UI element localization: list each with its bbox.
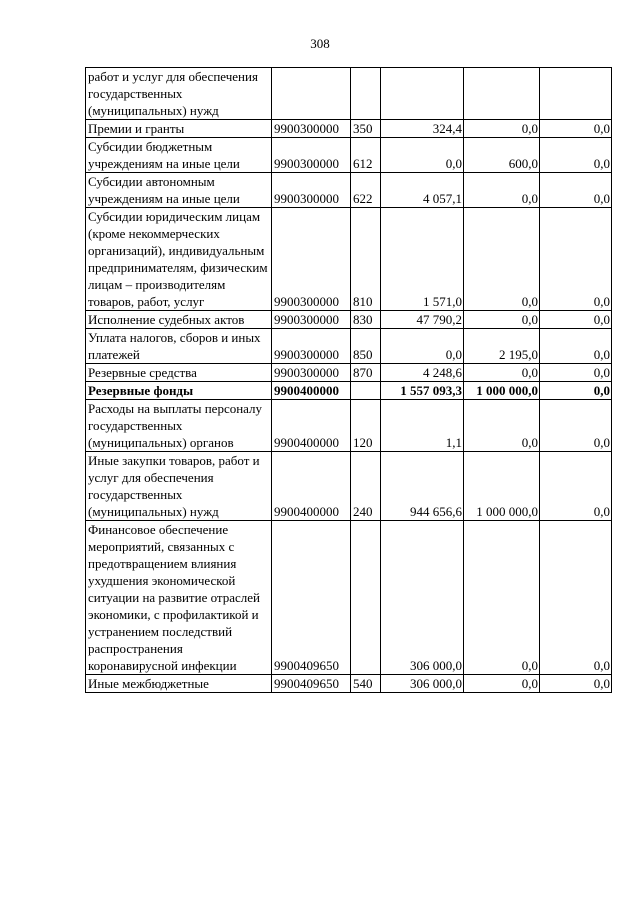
expense-type [351,521,381,675]
expense-type: 810 [351,208,381,311]
target-code: 9900400000 [272,400,351,452]
expense-type: 612 [351,138,381,173]
amount-1: 944 656,6 [381,452,464,521]
expense-type: 870 [351,364,381,382]
table-row [86,120,612,138]
amount-3: 0,0 [540,364,612,382]
amount-2: 0,0 [464,173,540,208]
target-code: 9900300000 [272,208,351,311]
table-row [86,311,612,329]
expense-type: 350 [351,120,381,138]
amount-2: 0,0 [464,311,540,329]
row-name: Субсидии автономным учреждениям на иные цели [86,173,272,208]
amount-2: 1 000 000,0 [464,452,540,521]
page-number: 308 [310,36,330,51]
target-code [272,68,351,120]
target-code: 9900300000 [272,173,351,208]
table-row [86,364,612,382]
amount-2: 0,0 [464,208,540,311]
expense-type [351,382,381,400]
amount-3: 0,0 [540,173,612,208]
table-row-section-total [86,382,612,400]
target-code: 9900300000 [272,138,351,173]
row-name: Резервные фонды [86,382,272,400]
table-row [86,68,612,120]
amount-1: 1 571,0 [381,208,464,311]
target-code: 9900400000 [272,452,351,521]
amount-2: 0,0 [464,120,540,138]
amount-3: 0,0 [540,329,612,364]
amount-2: 2 195,0 [464,329,540,364]
amount-3: 0,0 [540,208,612,311]
amount-3: 0,0 [540,138,612,173]
table-row [86,173,612,208]
table-row [86,208,612,311]
row-name: Иные закупки товаров, работ и услуг для обеспечения государственных (муниципальных) нужд [86,452,272,521]
expense-type [351,68,381,120]
target-code: 9900300000 [272,329,351,364]
expense-type: 120 [351,400,381,452]
amount-1: 1 557 093,3 [381,382,464,400]
expense-type: 830 [351,311,381,329]
amount-3 [540,68,612,120]
amount-3: 0,0 [540,521,612,675]
row-name: Премии и гранты [86,120,272,138]
target-code: 9900409650 [272,675,351,693]
amount-2 [464,68,540,120]
target-code: 9900300000 [272,120,351,138]
amount-2: 600,0 [464,138,540,173]
expense-type: 850 [351,329,381,364]
row-name: работ и услуг для обеспечения государственных (муниципальных) нужд [86,68,272,120]
amount-1: 306 000,0 [381,675,464,693]
row-name: Расходы на выплаты персоналу государственных (муниципальных) органов [86,400,272,452]
row-name: Исполнение судебных актов [86,311,272,329]
amount-2: 0,0 [464,675,540,693]
amount-3: 0,0 [540,400,612,452]
row-name: Резервные средства [86,364,272,382]
expense-type: 240 [351,452,381,521]
amount-1 [381,68,464,120]
expense-type: 622 [351,173,381,208]
table-row [86,329,612,364]
table-row [86,400,612,452]
amount-2: 0,0 [464,400,540,452]
amount-3: 0,0 [540,382,612,400]
table-row [86,138,612,173]
amount-2: 0,0 [464,521,540,675]
amount-1: 1,1 [381,400,464,452]
amount-1: 324,4 [381,120,464,138]
amount-1: 0,0 [381,329,464,364]
row-name: Иные межбюджетные [86,675,272,693]
amount-1: 4 248,6 [381,364,464,382]
amount-3: 0,0 [540,311,612,329]
amount-1: 0,0 [381,138,464,173]
target-code: 9900409650 [272,521,351,675]
table-row [86,521,612,675]
amount-1: 306 000,0 [381,521,464,675]
row-name: Финансовое обеспечение мероприятий, связанных с предотвращением влияния ухудшения экономической ситуации на развитие отраслей экономики, с профилактикой и устранением последствий распространения коронавирусной инфекции [86,521,272,675]
row-name: Уплата налогов, сборов и иных платежей [86,329,272,364]
amount-2: 0,0 [464,364,540,382]
table-row [86,675,612,693]
target-code: 9900400000 [272,382,351,400]
row-name: Субсидии бюджетным учреждениям на иные цели [86,138,272,173]
budget-table [85,67,612,693]
amount-1: 4 057,1 [381,173,464,208]
expense-type: 540 [351,675,381,693]
table-row [86,452,612,521]
amount-3: 0,0 [540,120,612,138]
amount-3: 0,0 [540,452,612,521]
amount-3: 0,0 [540,675,612,693]
target-code: 9900300000 [272,364,351,382]
target-code: 9900300000 [272,311,351,329]
row-name: Субсидии юридическим лицам (кроме некоммерческих организаций), индивидуальным предпринимателям, физическим лицам – производителям товаров, работ, услуг [86,208,272,311]
amount-2: 1 000 000,0 [464,382,540,400]
amount-1: 47 790,2 [381,311,464,329]
